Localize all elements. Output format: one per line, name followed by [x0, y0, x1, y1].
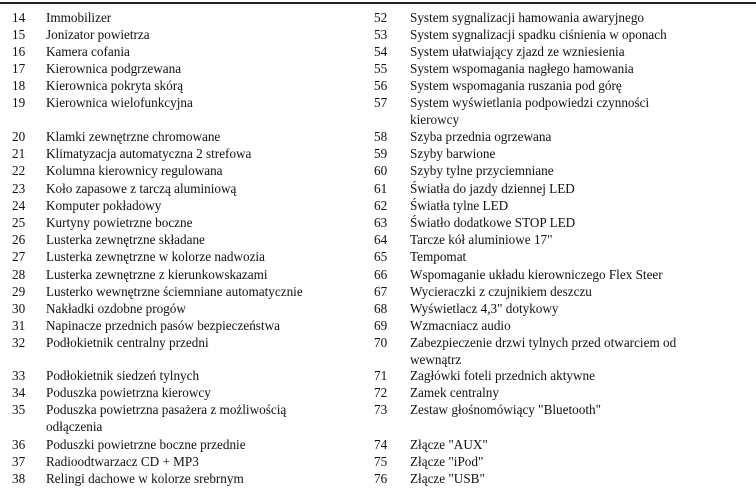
item-label: Światła tylne LED: [410, 198, 509, 213]
list-item: [374, 470, 744, 487]
item-label: System wspomagania ruszania pod górę: [410, 78, 622, 93]
item-number: 15: [12, 27, 26, 42]
item-label: System wspomagania nagłego hamowania: [410, 61, 634, 76]
item-number: 63: [374, 215, 388, 230]
list-item: [12, 334, 362, 351]
item-label: Relingi dachowe w kolorze srebrnym: [46, 471, 244, 486]
item-label: Zamek centralny: [410, 385, 499, 400]
item-label: Zabezpieczenie drzwi tylnych przed otwarciem od: [410, 335, 677, 350]
item-label: Napinacze przednich pasów bezpieczeństwa: [46, 318, 280, 333]
list-item: [374, 436, 744, 453]
item-number: 57: [374, 95, 388, 110]
item-label: Poduszka powietrzna kierowcy: [46, 385, 211, 400]
item-number: 60: [374, 163, 388, 178]
item-label: Kierownica pokryta skórą: [46, 78, 183, 93]
item-label: Tarcze kół aluminiowe 17": [410, 232, 553, 247]
item-label: Wspomaganie układu kierowniczego Flex Steer: [410, 267, 663, 282]
list-item: [374, 266, 744, 283]
list-item: [374, 26, 744, 43]
item-number: 25: [12, 215, 26, 230]
item-number: 53: [374, 27, 388, 42]
item-number: 28: [12, 267, 26, 282]
item-label: Poduszki powietrzne boczne przednie: [46, 437, 246, 452]
item-number: 75: [374, 454, 388, 469]
item-number: 69: [374, 318, 388, 333]
item-label: Lusterka zewnętrzne z kierunkowskazami: [46, 267, 268, 282]
item-label: Komputer pokładowy: [46, 198, 162, 213]
list-item: [374, 384, 744, 401]
list-item: [374, 300, 744, 317]
list-item: [374, 453, 744, 470]
item-number: 18: [12, 78, 26, 93]
item-label: Kierownica wielofunkcyjna: [46, 95, 193, 110]
item-number: 55: [374, 61, 388, 76]
list-item: [12, 162, 362, 179]
item-number: 67: [374, 284, 388, 299]
list-item: [12, 26, 362, 43]
item-number: 23: [12, 181, 26, 196]
list-item: [12, 436, 362, 453]
item-number: 31: [12, 318, 26, 333]
list-item: [12, 60, 362, 77]
item-label: Wyświetlacz 4,3" dotykowy: [410, 301, 559, 316]
list-item: [12, 470, 362, 487]
item-label: Nakładki ozdobne progów: [46, 301, 186, 316]
list-item: [12, 197, 362, 214]
list-item: [12, 94, 362, 111]
item-label: Kolumna kierownicy regulowana: [46, 163, 223, 178]
item-number: 76: [374, 471, 388, 486]
item-number: 56: [374, 78, 388, 93]
list-item-continuation: [12, 418, 362, 435]
list-item: [374, 401, 744, 418]
item-number: 65: [374, 249, 388, 264]
item-number: 27: [12, 249, 26, 264]
list-item: [12, 300, 362, 317]
item-number: 54: [374, 44, 388, 59]
item-number: 59: [374, 146, 388, 161]
list-item: [12, 317, 362, 334]
item-label: Złącze "iPod": [410, 454, 484, 469]
item-label: Jonizator powietrza: [46, 27, 150, 42]
item-number: 21: [12, 146, 26, 161]
item-number: 20: [12, 129, 26, 144]
item-number: 70: [374, 335, 388, 350]
item-number: 34: [12, 385, 26, 400]
item-number: 29: [12, 284, 26, 299]
top-divider: [0, 2, 756, 4]
item-number: 52: [374, 10, 388, 25]
list-item: [12, 384, 362, 401]
item-number: 58: [374, 129, 388, 144]
item-number: 71: [374, 368, 388, 383]
item-label: Kierownica podgrzewana: [46, 61, 182, 76]
item-label: Klamki zewnętrzne chromowane: [46, 129, 221, 144]
item-label: Lusterko wewnętrzne ściemniane automatycznie: [46, 284, 303, 299]
list-item: [374, 9, 744, 26]
item-number: 64: [374, 232, 388, 247]
list-item: [12, 401, 362, 418]
list-item-continuation: [374, 111, 744, 128]
item-label: Szyba przednia ogrzewana: [410, 129, 552, 144]
list-item: [12, 9, 362, 26]
item-label: System ułatwiający zjazd ze wzniesienia: [410, 44, 625, 59]
item-label: Światło dodatkowe STOP LED: [410, 215, 576, 230]
item-label: Lusterka zewnętrzne składane: [46, 232, 205, 247]
item-number: 66: [374, 267, 388, 282]
item-label: Kamera cofania: [46, 44, 130, 59]
item-label: Złącze "AUX": [410, 437, 488, 452]
item-label: System sygnalizacji hamowania awaryjnego: [410, 10, 645, 25]
list-item: [374, 60, 744, 77]
item-label: Wzmacniacz audio: [410, 318, 511, 333]
item-label: System sygnalizacji spadku ciśnienia w oponach: [410, 27, 667, 42]
item-number: 33: [12, 368, 26, 383]
item-number: 22: [12, 163, 26, 178]
item-label: Podłokietnik siedzeń tylnych: [46, 368, 200, 383]
list-item: [374, 367, 744, 384]
list-item: [374, 248, 744, 265]
item-number: 37: [12, 454, 26, 469]
item-label: Zestaw głośnomówiący "Bluetooth": [410, 402, 601, 417]
item-label: Poduszka powietrzna pasażera z możliwością: [46, 402, 287, 417]
item-label: Tempomat: [410, 249, 467, 264]
item-number: 72: [374, 385, 388, 400]
item-number: 74: [374, 437, 388, 452]
list-item: [374, 145, 744, 162]
list-item: [12, 283, 362, 300]
list-item: [374, 43, 744, 60]
list-item-continuation: [374, 351, 744, 368]
list-item: [374, 231, 744, 248]
item-number: 35: [12, 402, 26, 417]
list-item: [12, 43, 362, 60]
item-label: Kurtyny powietrzne boczne: [46, 215, 193, 230]
item-label-continued: kierowcy: [410, 112, 460, 127]
list-item: [12, 77, 362, 94]
list-item: [12, 214, 362, 231]
item-number: 38: [12, 471, 26, 486]
item-number: 73: [374, 402, 388, 417]
list-item: [374, 128, 744, 145]
item-label: System wyświetlania podpowiedzi czynności: [410, 95, 650, 110]
list-item: [374, 197, 744, 214]
item-number: 68: [374, 301, 388, 316]
list-item: [374, 77, 744, 94]
item-number: 24: [12, 198, 26, 213]
list-item: [12, 367, 362, 384]
item-label-continued: odłączenia: [46, 419, 103, 434]
list-item: [12, 231, 362, 248]
item-label: Lusterka zewnętrzne w kolorze nadwozia: [46, 249, 265, 264]
item-number: 30: [12, 301, 26, 316]
item-number: 26: [12, 232, 26, 247]
item-label: Zagłówki foteli przednich aktywne: [410, 368, 595, 383]
item-number: 62: [374, 198, 388, 213]
list-item: [12, 266, 362, 283]
item-label: Szyby barwione: [410, 146, 496, 161]
item-number: 36: [12, 437, 26, 452]
list-item: [12, 145, 362, 162]
list-item: [374, 180, 744, 197]
list-item: [374, 283, 744, 300]
item-label: Koło zapasowe z tarczą aluminiową: [46, 181, 237, 196]
item-number: 16: [12, 44, 26, 59]
item-label: Klimatyzacja automatyczna 2 strefowa: [46, 146, 252, 161]
item-label: Złącze "USB": [410, 471, 485, 486]
list-item: [12, 180, 362, 197]
item-label: Radioodtwarzacz CD + MP3: [46, 454, 199, 469]
list-item: [12, 248, 362, 265]
list-item: [12, 453, 362, 470]
list-item: [374, 214, 744, 231]
list-item: [374, 317, 744, 334]
item-number: 61: [374, 181, 388, 196]
item-label: Światła do jazdy dziennej LED: [410, 181, 575, 196]
item-label-continued: wewnątrz: [410, 352, 462, 367]
list-item: [12, 128, 362, 145]
item-number: 14: [12, 10, 26, 25]
item-number: 32: [12, 335, 26, 350]
list-item: [374, 94, 744, 111]
item-label: Wycieraczki z czujnikiem deszczu: [410, 284, 592, 299]
item-number: 17: [12, 61, 26, 76]
item-label: Szyby tylne przyciemniane: [410, 163, 554, 178]
list-item: [374, 334, 744, 351]
item-label: Immobilizer: [46, 10, 112, 25]
item-number: 19: [12, 95, 26, 110]
item-label: Podłokietnik centralny przedni: [46, 335, 209, 350]
list-item: [374, 162, 744, 179]
